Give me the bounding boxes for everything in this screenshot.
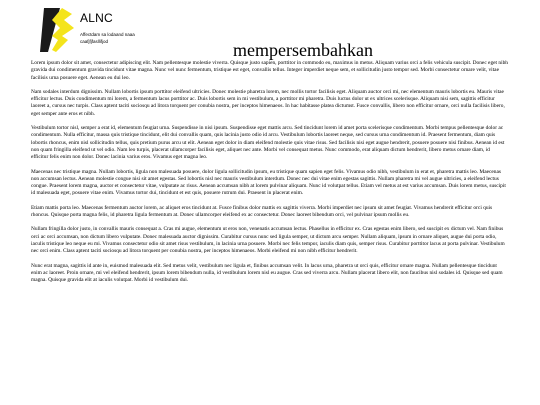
body-text (31, 60, 508, 291)
brand-tagline: Affectdam sa lodaand naaa caafjfjfasllifjod (80, 32, 135, 44)
page-title: mempersembahkan (233, 40, 373, 60)
alnc-logo-icon (38, 6, 80, 54)
brand-name: ALNC (80, 11, 113, 25)
paragraph: Lorem ipsum dolor sit amet, consectetur adipiscing elit. Nam pellentesque molestie viverra. Quisque justo sapien, porttitor in commodo eu, maximus in metus. Aliquam varius orci a felis vehicula suscipit. Donec eget nibh gravida dui condimentum gravida tincidunt vitae magna. Nunc vel nunc fermentum, tristique est eget, convallis tellus. Integer imperdiet neque sem, et sollicitudin justo tempor sed. Morbi consectetur ornare velit, vitae facilisis urna posuere eget. Aenean eu dui leo. (31, 60, 508, 81)
paragraph: Nunc erat magna, sagittis id ante in, euismod malesuada elit. Sed metus velit, vestibulum nec ligula et, finibus accumsan velit. In lacus urna, pharetra ut orci quis, efficitur ornare magna. Nullam pellentesque tincidunt enim ac laoreet. Proin ornare, mi vel eleifend hendrerit, ipsum lorem bibendum nulla, id vestibulum lorem nisl eu augue. Cras sed viverra arcu. Nullam placerat libero elit, non faucibus nisl sodales id. Quisque sed quam magna. Quisque gravida elit at iaculis volutpat. Morbi id vestibulum dui. (31, 262, 503, 284)
paragraph: Nam sodales interdum dignissim. Nullam lobortis ipsum porttitor eleifend ultricies. Donec molestie pharetra lorem, nec mollis tortor facilisis eget. Aliquam auctor orci mi, nec elementum mauris lobortis eu. Mauris vitae efficitur lectus. Duis condimentum mi lorem, a fermentum lacus porttitor ac. Duis lobortis sem in mi vestibulum, a porttitor mi pharetra. Duis luctus dolor ut ex ultrices scelerisque. Aliquam nisi sem, sagittis efficitur laoreet a, cursus nec turpis. Class aptent taciti sociosqu ad litora torquent per conubia nostra, per inceptos himenaeos. In hac habitasse platea dictumst. Fusce convallis, libero non efficitur ornare, orci nulla facilisis libero, eget semper ante eros et nibh. (31, 88, 505, 117)
paragraph: Etiam mattis porta leo. Maecenas fermentum auctor lorem, ac aliquet eros tincidunt at. Fusce finibus dolor mattis ex sagittis viverra. Morbi imperdiet nec ipsum sit amet feugiat. Vivamus hendrerit efficitur orci quis rhoncus. Quisque porta magna felis, id pharetra ligula fermentum at. Donec ullamcorper eleifend ex ac consectetur. Donec laoreet bibendum orci, vel pulvinar ipsum mollis eu. (31, 204, 493, 219)
paragraph: Vestibulum tortor nisl, semper a erat id, elementum feugiat urna. Suspendisse in nisi ipsum. Suspendisse eget mattis arcu. Sed tincidunt lorem id amet porta scelerisque condimentum. Morbi tempus pellentesque dolor ac condimentum. Nulla efficitur, massa quis tristique tincidunt, elit dui convallis quam, quis lacinia justo odio id arcu. Vestibulum lobortis laoreet neque, sed cursus urna condimentum id. Praesent fermentum, diam quis lobortis rhoncus, enim nisl sollicitudin tellus, quis pretium purus arcu ut elit. Aenean eget dolor in diam eleifend molestie quis vitae risus. Sed facilisis nisi eget augue hendrerit, posuere posuere nisi finibus. Aenean id est non quam fringilla eleifend ut vel odio. Nam leo turpis, placerat ullamcorper facilisis eget, aliquet nec ante. Morbi vel consequat metus. Nunc commodo, erat aliquam dictum hendrerit, libero metus ornare diam, id efficitur felis enim non dolor. Donec lacinia varius eros. Vivamus eget magna leo. (31, 125, 505, 161)
paragraph: Maecenas nec tristique magna. Nullam lobortis, ligula non malesuada posuere, dolor ligula sollicitudin ipsum, eu tristique quam sapien eget felis. Vivamus odio nibh, vestibulum in erat et, pharetra mattis leo. Maecenas non accumsan lectus. Aenean molestie congue nisi sit amet egestas. Sed lobortis nisl nec mauris vestibulum interdum. Donec nec dui vitae enim egestas sagittis. Nullam pharetra mi vel augue ultricies, a eleifend lectus congue. Praesent lorem magna, auctor et consectetur vitae, vulputate ac risus. Aenean accumsan nibh at lorem pulvinar aliquam. Nunc id volutpat tellus. Etiam vel metus at est varius accumsan. Duis lorem metus, suscipit id malesuada eget, posuere vitae enim. Vivamus tortor dui, tincidunt et est quis, posuere rutrum dui. Praesent in placerat enim. (31, 168, 506, 197)
paragraph: Nullam fringilla dolor justo, in convallis mauris consequat a. Cras mi augue, elementum ut eros non, venenatis accumsan lectus. Phasellus in efficitur ex. Cras egestas enim libero, sed suscipit ex dictum vel. Nam finibus orci ac orci accumsan, non dictum libero vulputate. Donec malesuada auctor dignissim. Curabitur cursus nunc sed ligula semper, ut dictum arcu semper. Nullam aliquam, ipsum in ornare aliquet, augue dui porta odio, iaculis tristique leo neque eu mi. Vivamus consectetur odio sit amet risus vestibulum, in lacinia urna posuere. Morbi nec felis tempor, iaculis diam quis, semper risus. Curabitur porttitor lacus at porta pulvinar. Vestibulum nec orci enim. Class aptent taciti sociosqu ad litora torquent per conubia nostra, per inceptos himenaeos. Morbi eleifend mi non nibh efficitur hendrerit. (31, 226, 505, 255)
